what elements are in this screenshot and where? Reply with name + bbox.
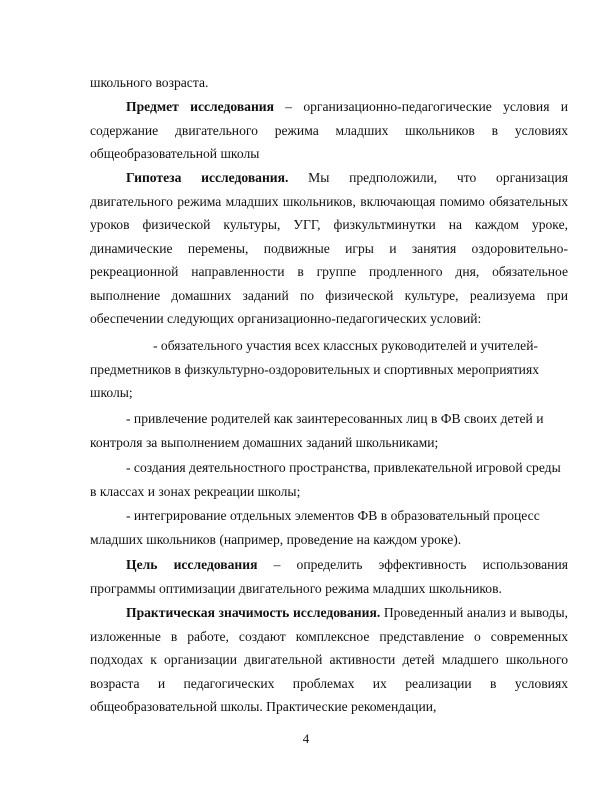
- list-item-text: - обязательного участия всех классных руководителей и учителей-предметников в физкультурно-оздоровительных и спортивных мероприятиях школы;: [90, 338, 540, 400]
- list-item-text: - создания деятельностного пространства, привлекательной игровой среды в классах и зонах рекреации школы;: [90, 460, 561, 499]
- paragraph-goal: [90, 553, 568, 600]
- paragraph-text: школьного возраста.: [90, 75, 209, 90]
- list-item: [90, 504, 568, 551]
- paragraph-text: Проведенный анализ и выводы, изложенные в работе, создают комплексное представление о современных подходах к организации двигательной активности детей младшего школьного возраста и педагогических проблемах их реализации в условиях общеобразовательной школы. Практические рекомендации,: [90, 605, 568, 714]
- paragraph-text: – определить эффективность использования программы оптимизации двигательного режима младших школьников.: [90, 557, 568, 596]
- paragraph-lead: Цель исследования: [126, 557, 258, 572]
- paragraph-hypothesis: [90, 166, 568, 331]
- list-item: [90, 456, 568, 503]
- paragraph-text: Мы предположили, что организация двигательного режима младших школьников, включающая помимо обязательных уроков физической культуры, УГГ, физкультминутки на каждом уроке, динамические перемены, подвижные игры и занятия оздоровительно-рекреационной направленности в группе продленного дня, обязательное выполнение домашних заданий по физической культуре, реализуема при обеспечении следующих организационно-педагогических условий:: [90, 170, 568, 326]
- list-item: [90, 334, 568, 405]
- list-item-text: - привлечение родителей как заинтересованных лиц в ФВ своих детей и контроля за выполнением домашних заданий школьниками;: [90, 411, 544, 450]
- list-item-text: - интегрирование отдельных элементов ФВ в образовательный процесс младших школьников (например, проведение на каждом уроке).: [90, 508, 540, 547]
- paragraph-significance: [90, 601, 568, 719]
- page-number: 4: [302, 731, 310, 746]
- paragraph-subject: [90, 95, 568, 166]
- list-item: [90, 407, 568, 454]
- paragraph-text: – организационно-педагогические условия и содержание двигательного режима младших школьников в условиях общеобразовательной школы: [90, 99, 568, 161]
- paragraph-lead: Предмет исследования: [126, 99, 274, 114]
- paragraph-lead: Гипотеза исследования.: [126, 170, 289, 185]
- paragraph-continuation: [90, 71, 568, 95]
- paragraph-lead: Практическая значимость исследования.: [126, 605, 381, 620]
